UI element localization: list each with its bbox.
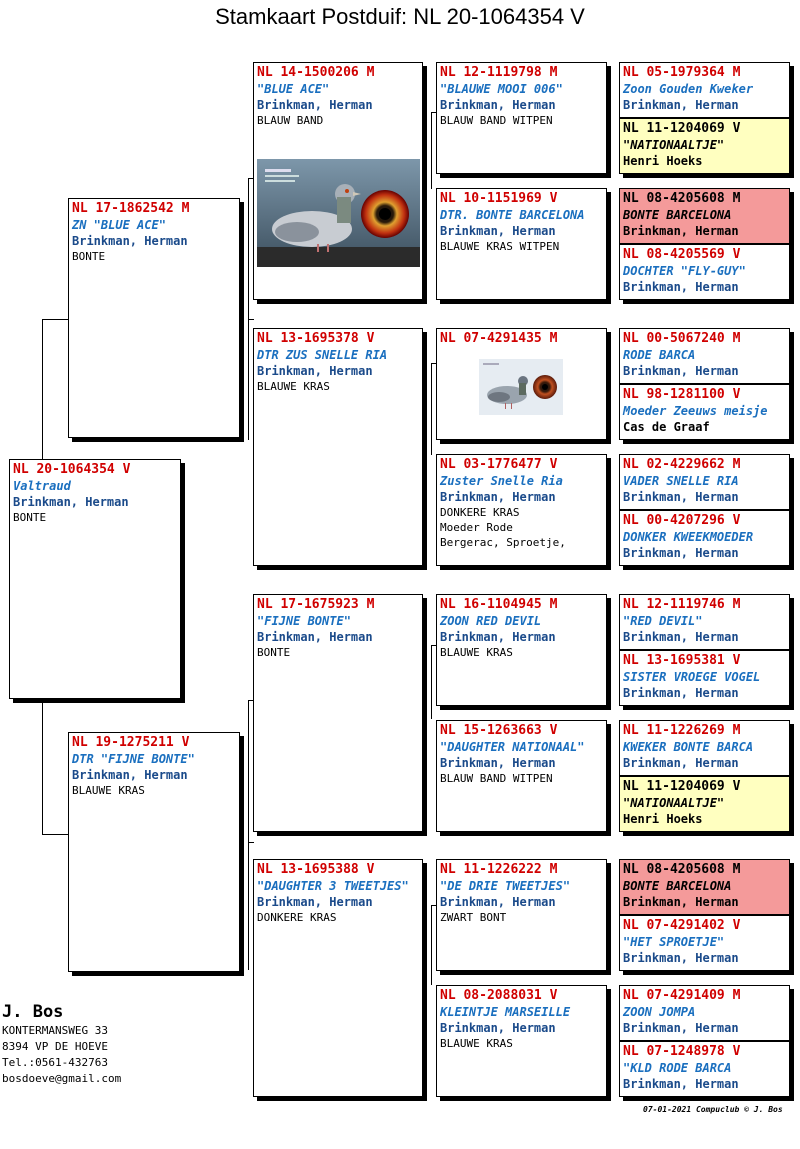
owner-name: Brinkman, Herman: [623, 490, 739, 504]
pigeon-name: "NATIONAALTJE": [623, 138, 725, 152]
connector-line: [248, 842, 254, 843]
pigeon-card-gen5[interactable]: [619, 244, 790, 300]
owner-name: Brinkman, Herman: [440, 1021, 556, 1035]
owner-name: Brinkman, Herman: [257, 364, 373, 378]
pigeon-card-gen4[interactable]: [436, 454, 607, 566]
pigeon-card-gen4[interactable]: [436, 328, 607, 440]
connector-line: [248, 178, 249, 440]
owner-name: Brinkman, Herman: [257, 98, 373, 112]
pigeon-name: "BLUE ACE": [257, 82, 330, 96]
ring-number: NL 07-4291402 V: [623, 918, 741, 933]
color-text: BLAUWE KRAS: [72, 784, 145, 797]
ring-number: NL 07-4291409 M: [623, 988, 741, 1003]
pigeon-card-gen5[interactable]: [619, 454, 790, 510]
pigeon-card-gen3[interactable]: [253, 859, 423, 1097]
color-text: BLAUWE KRAS: [440, 646, 513, 659]
pigeon-card-gen5[interactable]: [619, 510, 790, 566]
color-text: BONTE: [13, 511, 47, 524]
owner-name: Brinkman, Herman: [623, 895, 739, 909]
breeder-name: J. Bos: [2, 1002, 64, 1022]
owner-name: Cas de Graaf: [623, 420, 710, 434]
connector-line: [248, 319, 254, 320]
owner-name: Brinkman, Herman: [623, 1021, 739, 1035]
pigeon-name: "HET SPROETJE": [623, 935, 725, 949]
ring-number: NL 11-1204069 V: [623, 779, 741, 794]
pigeon-card-gen5[interactable]: [619, 720, 790, 776]
ring-number: NL 15-1263663 V: [440, 723, 558, 738]
pigeon-photo: [257, 159, 420, 267]
pigeon-name: ZN "BLUE ACE": [72, 218, 166, 232]
pigeon-name: DOCHTER "FLY-GUY": [623, 264, 746, 278]
color-text: BONTE: [72, 250, 106, 263]
pigeon-card-gen5[interactable]: [619, 62, 790, 118]
pigeon-card-gen4[interactable]: [436, 594, 607, 706]
pigeon-name: Valtraud: [13, 479, 71, 493]
pigeon-card-gen5[interactable]: [619, 328, 790, 384]
pigeon-name: SISTER VROEGE VOGEL: [623, 670, 761, 684]
ring-number: NL 14-1500206 M: [257, 65, 375, 80]
pigeon-name: RODE BARCA: [623, 348, 696, 362]
ring-number: NL 11-1226269 M: [623, 723, 741, 738]
ring-number: NL 12-1119798 M: [440, 65, 558, 80]
owner-name: Brinkman, Herman: [440, 98, 556, 112]
pigeon-card-gen4[interactable]: [436, 62, 607, 174]
owner-name: Brinkman, Herman: [623, 224, 739, 238]
color-text: BONTE: [257, 646, 291, 659]
color-text: BLAUW BAND: [257, 114, 324, 127]
pigeon-card-gen5[interactable]: [619, 650, 790, 706]
pigeon-card-gen3[interactable]: [253, 62, 423, 300]
pigeon-card-gen5[interactable]: [619, 776, 790, 832]
connector-line: [42, 319, 69, 320]
connector-line: [42, 319, 43, 460]
pigeon-name: DTR ZUS SNELLE RIA: [257, 348, 388, 362]
connector-line: [431, 905, 432, 985]
ring-number: NL 19-1275211 V: [72, 735, 190, 750]
pigeon-name: DONKER KWEEKMOEDER: [623, 530, 754, 544]
breeder-info: [2, 1001, 121, 1087]
pigeon-card-gen3[interactable]: [253, 594, 423, 832]
breeder-phone: Tel.:0561-432763: [2, 1056, 108, 1069]
connector-line: [431, 112, 432, 189]
pigeon-name: "DE DRIE TWEETJES": [440, 879, 571, 893]
color-text: BLAUW BAND WITPEN: [440, 772, 553, 785]
owner-name: Brinkman, Herman: [440, 224, 556, 238]
pigeon-card-gen4[interactable]: [436, 720, 607, 832]
ring-number: NL 08-4205608 M: [623, 862, 741, 877]
pigeon-card-gen5[interactable]: [619, 118, 790, 174]
owner-name: Brinkman, Herman: [440, 630, 556, 644]
pigeon-card-gen4[interactable]: [436, 188, 607, 300]
pigeon-name: DTR "FIJNE BONTE": [72, 752, 195, 766]
ring-number: NL 11-1204069 V: [623, 121, 741, 136]
pigeon-card-gen5[interactable]: [619, 594, 790, 650]
ring-number: NL 08-4205608 M: [623, 191, 741, 206]
pigeon-card-gen5[interactable]: [619, 985, 790, 1041]
pigeon-name: "FIJNE BONTE": [257, 614, 351, 628]
ring-number: NL 17-1862542 M: [72, 201, 190, 216]
owner-name: Henri Hoeks: [623, 154, 703, 168]
pigeon-name: "RED DEVIL": [623, 614, 703, 628]
pigeon-card-gen4[interactable]: [436, 985, 607, 1097]
owner-name: Brinkman, Herman: [623, 364, 739, 378]
breeder-email: bosdoeve@gmail.com: [2, 1072, 122, 1085]
ring-number: NL 13-1695381 V: [623, 653, 741, 668]
pigeon-name: "BLAUWE MOOI 006": [440, 82, 563, 96]
pigeon-card-gen5[interactable]: [619, 859, 790, 915]
owner-name: Brinkman, Herman: [623, 630, 739, 644]
ring-number: NL 16-1104945 M: [440, 597, 558, 612]
pigeon-name: KWEKER BONTE BARCA: [623, 740, 754, 754]
note-text: Bergerac, Sproetje,: [440, 536, 566, 549]
owner-name: Brinkman, Herman: [623, 546, 739, 560]
ring-number: NL 12-1119746 M: [623, 597, 741, 612]
pigeon-name: Moeder Zeeuws meisje: [623, 404, 768, 418]
note-text: Moeder Rode: [440, 521, 513, 534]
ring-number: NL 13-1695388 V: [257, 862, 375, 877]
ring-number: NL 10-1151969 V: [440, 191, 558, 206]
owner-name: Brinkman, Herman: [257, 895, 373, 909]
pigeon-name: BONTE BARCELONA: [623, 208, 732, 222]
pigeon-card-gen4[interactable]: [436, 859, 607, 971]
ring-number: NL 05-1979364 M: [623, 65, 741, 80]
ring-number: NL 11-1226222 M: [440, 862, 558, 877]
pigeon-name: "KLD RODE BARCA: [623, 1061, 732, 1075]
pigeon-name: Zoon Gouden Kweker: [623, 82, 754, 96]
page-title: Stamkaart Postduif: NL 20-1064354 V: [215, 4, 585, 29]
pigeon-card-mother[interactable]: [68, 732, 240, 972]
connector-line: [248, 700, 249, 970]
owner-name: Brinkman, Herman: [440, 756, 556, 770]
pigeon-name: BONTE BARCELONA: [623, 879, 732, 893]
pigeon-card-gen5[interactable]: [619, 915, 790, 971]
owner-name: Brinkman, Herman: [623, 1077, 739, 1091]
ring-number: NL 03-1776477 V: [440, 457, 558, 472]
ring-number: NL 00-4207296 V: [623, 513, 741, 528]
pigeon-photo: [479, 359, 563, 415]
color-text: ZWART BONT: [440, 911, 507, 924]
pigeon-card-gen5[interactable]: [619, 384, 790, 440]
color-text: BLAUWE KRAS: [257, 380, 330, 393]
owner-name: Brinkman, Herman: [623, 686, 739, 700]
pigeon-card-gen5[interactable]: [619, 1041, 790, 1097]
ring-number: NL 13-1695378 V: [257, 331, 375, 346]
pigeon-name: VADER SNELLE RIA: [623, 474, 739, 488]
ring-number: NL 00-5067240 M: [623, 331, 741, 346]
owner-name: Brinkman, Herman: [623, 280, 739, 294]
pigeon-name: "NATIONAALTJE": [623, 796, 725, 810]
pigeon-card-gen5[interactable]: [619, 188, 790, 244]
pigeon-card-gen3[interactable]: [253, 328, 423, 566]
connector-line: [42, 700, 43, 835]
breeder-street: KONTERMANSWEG 33: [2, 1024, 108, 1037]
connector-line: [431, 645, 432, 719]
color-text: DONKERE KRAS: [440, 506, 520, 519]
pigeon-card-subject[interactable]: [9, 459, 181, 699]
pigeon-name: KLEINTJE MARSEILLE: [440, 1005, 571, 1019]
connector-line: [431, 363, 432, 455]
ring-number: NL 07-1248978 V: [623, 1044, 741, 1059]
owner-name: Brinkman, Herman: [72, 234, 188, 248]
owner-name: Brinkman, Herman: [623, 951, 739, 965]
pigeon-name: DTR. BONTE BARCELONA: [440, 208, 585, 222]
pigeon-name: "DAUGHTER NATIONAAL": [440, 740, 585, 754]
pigeon-name: ZOON RED DEVIL: [440, 614, 542, 628]
owner-name: Brinkman, Herman: [440, 895, 556, 909]
breeder-city: 8394 VP DE HOEVE: [2, 1040, 108, 1053]
pigeon-name: ZOON JOMPA: [623, 1005, 696, 1019]
ring-number: NL 98-1281100 V: [623, 387, 741, 402]
owner-name: Brinkman, Herman: [440, 490, 556, 504]
owner-name: Brinkman, Herman: [623, 98, 739, 112]
connector-line: [42, 834, 69, 835]
color-text: BLAUW BAND WITPEN: [440, 114, 553, 127]
ring-number: NL 20-1064354 V: [13, 462, 131, 477]
owner-name: Brinkman, Herman: [13, 495, 129, 509]
ring-number: NL 07-4291435 M: [440, 331, 558, 346]
ring-number: NL 17-1675923 M: [257, 597, 375, 612]
ring-number: NL 08-2088031 V: [440, 988, 558, 1003]
owner-name: Brinkman, Herman: [257, 630, 373, 644]
owner-name: Brinkman, Herman: [72, 768, 188, 782]
owner-name: Henri Hoeks: [623, 812, 703, 826]
color-text: DONKERE KRAS: [257, 911, 337, 924]
pigeon-card-father[interactable]: [68, 198, 240, 438]
ring-number: NL 02-4229662 M: [623, 457, 741, 472]
footer-text: 07-01-2021 Compuclub © J. Bos: [643, 1105, 783, 1114]
color-text: BLAUWE KRAS: [440, 1037, 513, 1050]
pigeon-name: Zuster Snelle Ria: [440, 474, 563, 488]
ring-number: NL 08-4205569 V: [623, 247, 741, 262]
pigeon-name: "DAUGHTER 3 TWEETJES": [257, 879, 409, 893]
color-text: BLAUWE KRAS WITPEN: [440, 240, 560, 253]
owner-name: Brinkman, Herman: [623, 756, 739, 770]
